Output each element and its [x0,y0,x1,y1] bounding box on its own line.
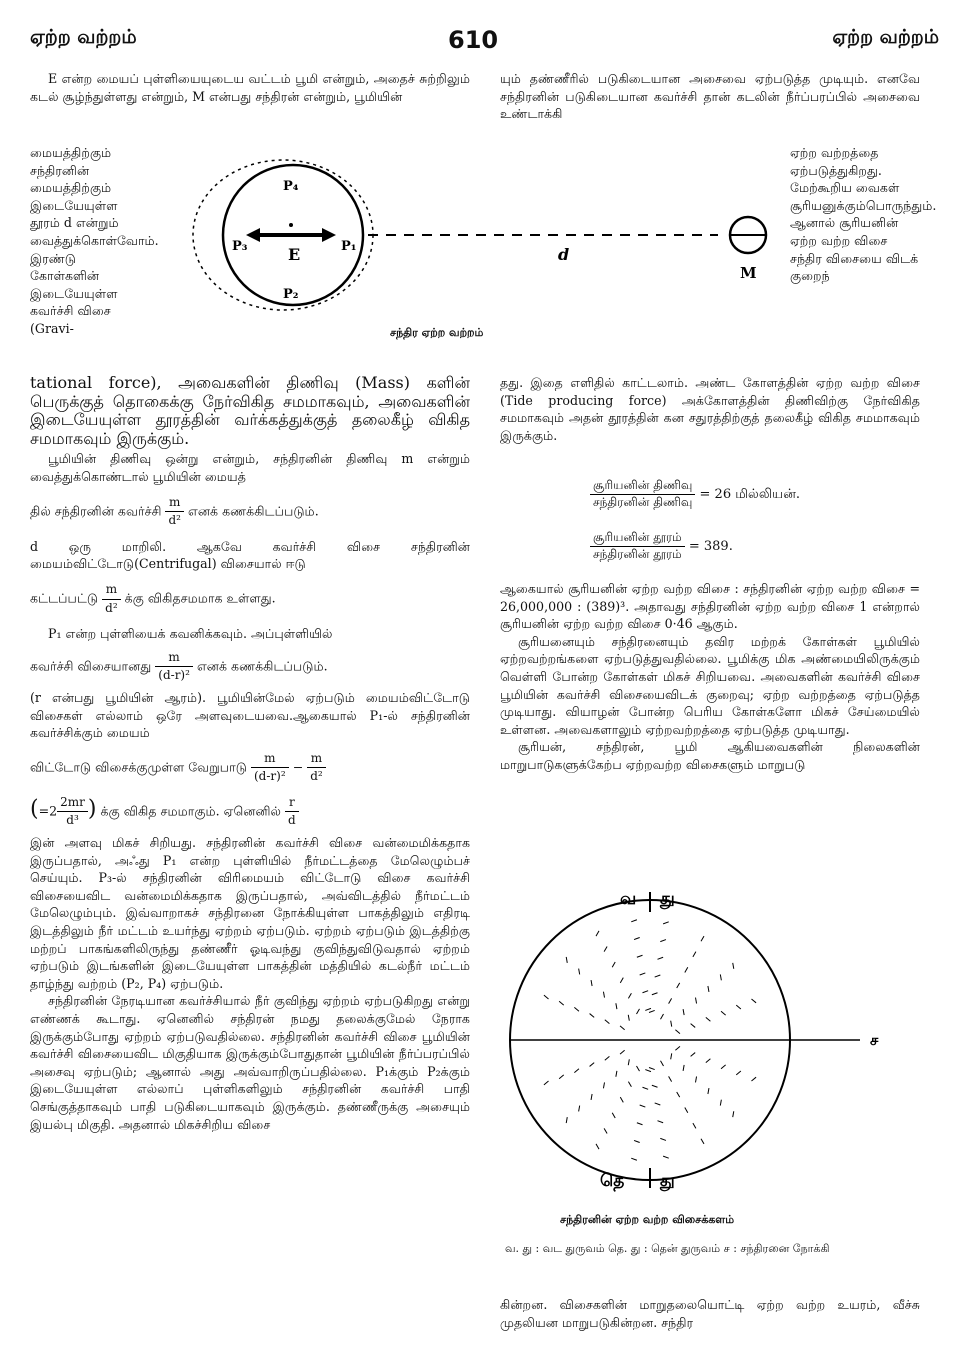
force-arrow [655,1103,661,1105]
left-side-text: மையத்திற்கும் சந்திரனின் மையத்திற்கும் இடையேயுள்ள தூரம் d என்றும் வைத்துக்கொள்வோம். இரண்டு கோள்களின் இடையேயுள்ள கவர்ச்சி விசை (Gravi- [30,145,159,336]
label-thu-bottom: து [660,1171,675,1191]
force-arrow [693,1123,696,1128]
force-arrow [685,967,688,972]
force-arrow [612,1113,615,1118]
force-arrow [574,1007,579,1011]
right-body-3 [500,1296,920,1331]
label-the: தெ [600,1171,625,1191]
force-arrow [620,1097,623,1102]
force-arrow [701,936,704,941]
force-arrow [642,991,648,993]
header-right: ஏற்ற வற்றம் [832,26,939,48]
force-arrow [579,1106,580,1112]
force-arrow [628,993,631,998]
force-arrow [628,1015,629,1021]
force-arrow [605,1020,610,1024]
force-arrow [696,1077,697,1083]
force-arrow [671,1053,672,1059]
force-arrow [544,995,549,999]
fig2-legend: வ. து : வட துருவம் தெ. து : தென் துருவம் ச : சந்திரனை நோக்கி [505,1242,830,1255]
right-para-3: ஆகையால் சூரியனின் ஏற்ற வற்ற விசை : சந்திரனின் ஏற்ற வற்ற விசை = 26,000,000 : (389)³. அதாவது சந்திரனின் ஏற்ற வற்ற விசை 1 என்றால் சூரியனின் ஏற்ற வற்ற விசை 0·46 ஆகும். [500,581,920,632]
earth-moon-diagram [188,150,788,350]
force-arrow [559,1001,564,1005]
force-arrow [720,1100,721,1106]
force-arrow [657,957,663,959]
force-arrow [663,922,669,924]
left-para-5: இன் அளவு மிகச் சிறியது. சந்திரனின் கவர்ச்சி விசை வன்மைமிக்கதாக இருப்பதால், அஃது P₁ என்ற புள்ளியில் நீர்மட்டத்தை மேலெழும்பச் செய்யும். P₃-ல் சந்திரனின் விரிமையம் விட்டோடு விசை கவர்ச்சி விசையைவிட வன்மைமிக்கதாக இருப்பதால், அவ்விடத்தில் நீர்மட்டம் மேலெழும்பும். இவ்வாறாகச் சந்திரனை நோக்கியுள்ள பாகத்திலும் எதிரடி இடத்திலும் நீர் மட்டம் உயர்ந்து ஏற்றம் ஏற்படும். ஏற்றம் ஏற்படும் இடத்திற்கு மற்றப் பாகங்களிலிருந்து தண்ணீர் ஓடிவந்து குவிந்துவிடுவதால் ஏற்றம் ஏற்படும் இடங்களின் இடையேயுள்ள பாகத்தின் மத்தியில் கடல்நீர் மட்டம் தாழ்ந்து வற்றம் (P₂, P₄) ஏற்படும். [30,835,470,991]
force-arrow [691,1053,696,1057]
force-arrow [616,1003,617,1009]
force-arrow [649,1010,655,1012]
right-body-2 [500,580,920,774]
force-arrow [603,992,604,998]
right-para-6: கின்றன. விசைகளின் மாறுதலையொட்டி ஏற்ற வற்ற உயரம், வீச்சு முதலியன மாறுபடுகின்றன. சந்திர [500,1297,920,1330]
force-arrow [544,1081,549,1085]
left-para-4a: P₁ என்ற புள்ளியைக் கவனிக்கவும். அப்புள்ளியில் [48,626,333,642]
force-arrow [675,1030,680,1034]
force-arrow [631,1158,637,1160]
force-arrow [652,1085,658,1087]
force-arrow [566,1117,567,1123]
force-arrow [677,983,680,988]
force-arrow [708,986,709,992]
force-arrow [660,1138,666,1140]
force-arrow [661,1014,664,1019]
label-sa: ச [870,1031,879,1049]
force-arrow [736,1071,741,1075]
label-p4: P₄ [283,179,299,194]
left-para-4f-line: (=2 $\frac{2mr}{\text{d³}}$ ) க்கு விகித சமமாகும். ஏனெனில் $\frac{r}{d}$ [30,794,470,830]
force-arrow [637,1009,640,1014]
force-arrow [691,1024,696,1028]
force-arrow [701,1139,704,1144]
force-arrow [616,1071,617,1077]
force-arrow [669,1076,672,1081]
force-arrow [721,1011,726,1015]
force-arrow [642,1087,648,1089]
force-arrow [590,1014,595,1018]
force-arrow [669,998,672,1003]
left-para-4d: (r என்பது பூமியின் ஆரம்). பூமியின்மேல் ஏற்படும் மையம்விட்டோடு விசைகள் எல்லாம் ஒரே அளவுடையவை.ஆகையால் P₁-ல் சந்திரனின் கவர்ச்சிக்கும் மையம் [30,689,470,741]
left-body [30,374,470,1133]
force-arrow [708,1088,709,1094]
force-arrow [706,1059,711,1063]
force-arrow [637,955,643,957]
label-p2: P₂ [283,287,299,302]
left-para-1: E என்ற மையப் புள்ளியையுடைய வட்டம் பூமி என்றும், அதைச் சுற்றிலும் கடல் சூழ்ந்துள்ளது என்றும், M என்பது சந்திரன் என்றும், பூமியின் [30,71,470,104]
force-arrow [640,1105,646,1107]
force-arrow [661,1061,664,1066]
force-arrow [645,1008,651,1010]
left-para-3a: பூமியின் திணிவு ஒன்று என்றும், சந்திரனின் திணிவு m என்றும் வைத்துக்கொண்டால் பூமியின் மையத் [30,451,470,484]
right-side-text: ஏற்ற வற்றத்தை ஏற்படுத்துகிறது. மேற்கூறிய வைகள் சூரியனுக்கும்பொருந்தும். ஆனால் சூரியனின் ஏற்ற வற்ற விசை சந்திர விசையை விடக் குறைந் [790,145,937,284]
force-arrow [675,1046,680,1050]
force-arrow [634,937,640,939]
right-para-1: யும் தண்ணீரில் படுகிடையான அசைவை ஏற்படுத்த முடியும். எனவே சந்திரனின் படுகிடையான கவர்ச்சி தான் கடலின் நீர்ப்பரப்பில் அசைவை உண்டாக்கி [500,71,920,122]
force-arrow [733,963,734,969]
label-e: E [288,245,301,264]
left-para-6: சந்திரனின் நேரடியான கவர்ச்சியால் நீர் குவிந்து ஏற்றம் ஏற்படுகிறது என்று எண்ணக் கூடாது. ஏனெனில் சந்திரன் நமது தலைக்குமேல் நேராக இருக்கும்போது ஏற்றம் ஏற்படுவதில்லை. சந்திரனின் கவர்ச்சி விசை பூமியின் கவர்ச்சி விசையைவிட மிகுதியாக இருக்கும்போதுதான் பூமியின் நீர்ப்பரப்பில் அசைவு ஏற்படும்; ஆனால் அது அவ்வாறிருப்பதில்லை. P₁க்கும் P₂க்கும் இடையேயுள்ள எல்லாப் புள்ளிகளிலும் சந்திரனின் கவர்ச்சி பாதி செங்குத்தாகவும் பாதி படுகிடையாகவும் இருக்கும். தண்ணீருக்கு அசையும் இயல்பு மிகுதி. அதனால் மிகச்சிறிய விசை [30,993,470,1132]
force-arrow [660,940,666,942]
force-arrow [620,1026,625,1030]
left-para-2: tational force), அவைகளின் திணிவு (Mass) களின் பெருக்குத் தொகைக்கு நேர்விகித சமமாகவும், அவைகளின் இடையேயுள்ள தூரத்தின் வர்க்கத்துக்குத் தலைகீழ் விகித சமமாகவும் இருக்கும். [30,373,470,448]
force-arrow [693,952,696,957]
force-arrow [612,962,615,967]
force-arrow [591,1094,592,1100]
force-arrow [579,969,580,975]
left-para-3d: d ஒரு மாறிலி. ஆகவே கவர்ச்சி விசை சந்திரனின் மையம்விட்டோடு(Centrifugal) விசையால் ஈடு [30,538,470,572]
force-arrow [683,1065,684,1071]
force-arrow [604,946,607,951]
label-p3: P₃ [232,239,248,254]
force-arrow [628,1082,631,1087]
force-arrow [604,1128,607,1133]
force-arrow [596,1144,599,1149]
left-para-3e-line: கட்டப்பட்டு $\frac{m}{\text{d²}}$ க்கு விகிதசமமாக உள்ளது. [30,581,276,615]
force-arrow [645,1070,651,1072]
force-arrow [733,1111,734,1117]
label-thu-top: து [660,889,675,909]
right-body [500,374,920,444]
force-arrow [751,1077,756,1081]
left-para-4e-line: விட்டோடு விசைக்குமுள்ள வேறுபாடு $\frac{m}{\text{(d-r)²}}$ − $\frac{m}{\text{d²}}$ [30,750,470,786]
right-para-5: சூரியன், சந்திரன், பூமி ஆகியவைகளின் நிலைகளின் மாறுபாடுகளுக்கேற்ப ஏற்றவற்ற விசைகளும் மாறுபடு [500,739,920,772]
equation-mass-ratio: $\frac{\text{சூரியனின் திணிவு}}{\text{சந்திரனின் திணிவு}}$ = 26 மில்லியன். [590,478,800,511]
force-arrow [590,1063,595,1067]
force-arrow [652,993,658,995]
force-arrow [559,1075,564,1079]
force-arrow [637,1123,643,1125]
force-arrow [671,1021,672,1027]
force-arrow [620,1050,625,1054]
force-arrow [677,1092,680,1097]
tide-force-field-diagram [500,800,900,1210]
force-arrow [574,1069,579,1073]
label-m: M [740,264,757,282]
right-para-2: தது. இதை எளிதில் காட்டலாம். அண்ட கோளத்தின் ஏற்ற வற்ற விசை (Tide producing force) அக்கோளத்தின் திணிவிற்கு நேர்விகித சமமாகவும் அதன் தூரத்தின் கன சதுரத்திற்குத் தலைகீழ் விகித சமமாகவும் இருக்கும். [500,375,920,443]
label-vada: வ [620,889,637,909]
force-arrow [591,980,592,986]
force-arrow [720,974,721,980]
force-arrow [663,1156,669,1158]
force-arrow [640,973,646,975]
left-para-3b-line: தில் சந்திரனின் கவர்ச்சி $\frac{m}{\text{d²}}$ எனக் கணக்கிடப்படும். [30,494,319,528]
fig1-caption: சந்திர ஏற்ற வற்றம் [390,326,484,339]
force-arrow [566,957,567,963]
force-arrow [655,975,661,977]
force-arrow [683,1009,684,1015]
force-arrow [628,1059,629,1065]
right-para-4: சூரியனையும் சந்திரனையும் தவிர மற்றக் கோள்கள் பூமியில் ஏற்றவற்றங்களை ஏற்படுத்துவதில்லை. பூமிக்கு மிக அண்மையிலிருக்கும் வெள்ளி போன்ற கோள்கள் மிகச் சிறியவை. அவைகளின் கவர்ச்சி விசை பூமியின் கவர்ச்சி விசையைவிடக் குறைவு; ஏற்ற வற்றத்தை ஏற்படுத்த முடியாது. வியாழன் போன்ற பெரிய கோள்களோ மிகச் சேய்மையில் உள்ளன. அவைகளாலும் ஏற்றவற்றத்தை ஏற்படுத்த முடியாது. [500,633,920,737]
label-p1: P₁ [341,239,357,254]
equation-distance-ratio: $\frac{\text{சூரியனின் தூரம்}}{\text{சந்திரனின் தூரம்}}$ = 389. [590,530,733,563]
fig2-caption: சந்திரனின் ஏற்ற வற்ற விசைக்களம் [560,1213,735,1226]
force-arrow [634,1140,640,1142]
left-para-4b-line: கவர்ச்சி விசையானது $\frac{m}{\text{(d-r)²}}$ எனக் கணக்கிடப்படும். [30,649,328,683]
force-arrow [637,1066,640,1071]
force-arrow [736,1005,741,1009]
force-arrow [596,931,599,936]
force-arrow [721,1065,726,1069]
force-arrow [657,1121,663,1123]
arrow-head-right [322,228,336,242]
force-arrow [603,1082,604,1088]
label-d: d [558,245,570,264]
force-arrow [605,1056,610,1060]
force-arrow [620,978,623,983]
page-number: 610 [448,26,499,54]
force-arrow [649,1067,655,1069]
arrow-head-left [246,228,260,242]
force-arrow [751,999,756,1003]
force-arrow [631,920,637,922]
force-arrow [706,1017,711,1021]
force-arrow [685,1108,688,1113]
header-left: ஏற்ற வற்றம் [30,26,137,48]
force-arrow [696,998,697,1004]
